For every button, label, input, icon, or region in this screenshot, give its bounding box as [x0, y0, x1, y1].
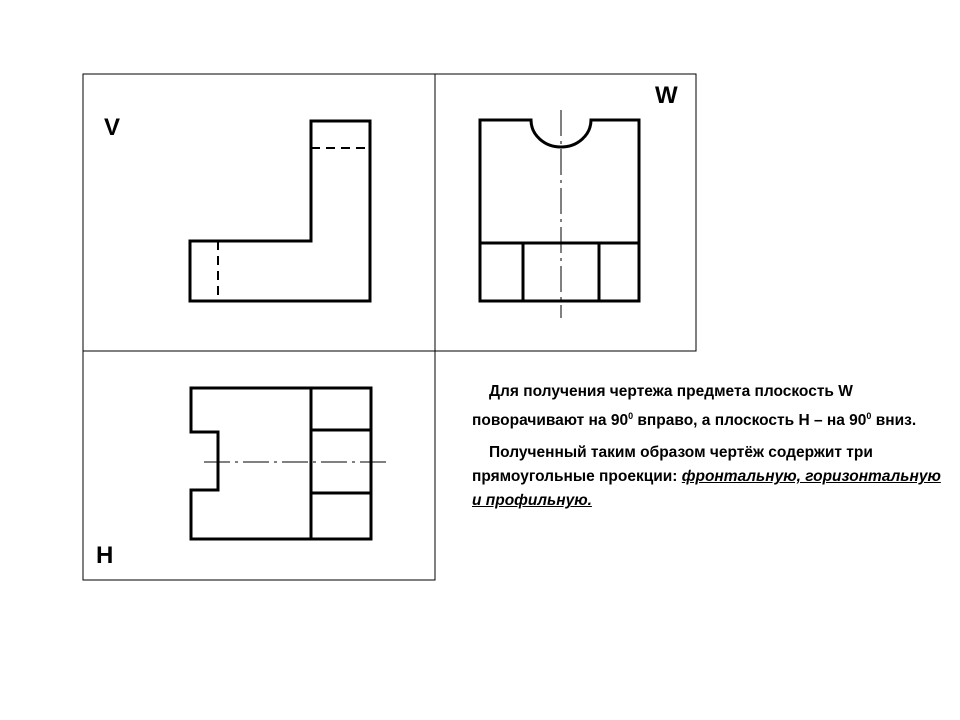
plane-w-frame: [435, 74, 696, 351]
degree-superscript-2: 0: [866, 411, 872, 421]
top-view: [191, 388, 388, 539]
top-view-outline: [191, 388, 371, 539]
paragraph-1-text-b: вправо, а плоскость H – на 90: [633, 412, 867, 429]
paragraph-2-text: Полученный таким образом чертёж содержит три прямоугольные проекции:: [472, 444, 873, 485]
front-view: [190, 121, 370, 301]
plane-h-frame: [83, 351, 435, 580]
plane-label-w: W: [655, 82, 678, 109]
description-paragraph-2: [472, 441, 942, 513]
paragraph-1-text-a: Для получения чертежа предмета плоскость W поворачивают на 90: [472, 383, 853, 429]
degree-superscript-1: 0: [628, 411, 634, 421]
plane-label-h: H: [96, 542, 114, 569]
plane-label-v: V: [104, 114, 121, 141]
side-view: [480, 110, 639, 318]
description-text: [472, 380, 942, 521]
description-paragraph-1: [472, 380, 942, 433]
paragraph-1-text-c: вниз.: [871, 412, 917, 429]
paragraph-2-emphasis: фронтальную, горизонтальную и профильную.: [472, 468, 941, 509]
side-view-outline: [480, 120, 639, 301]
plane-v-frame: [83, 74, 435, 351]
